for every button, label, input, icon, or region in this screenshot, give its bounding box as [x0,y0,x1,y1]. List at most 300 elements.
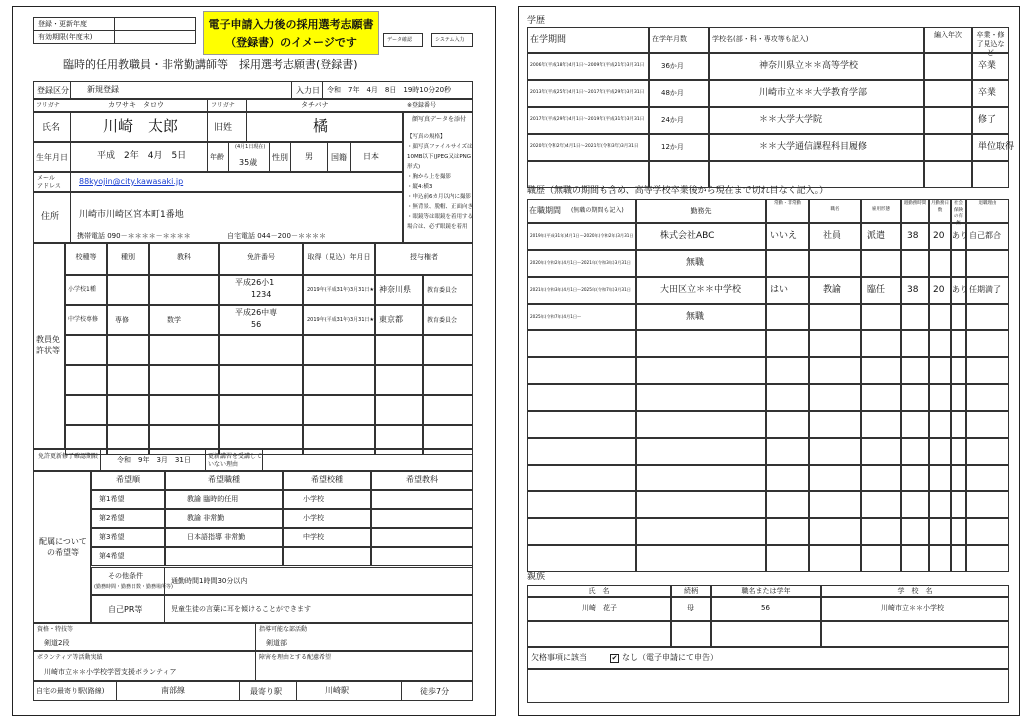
education-school: 神奈川県立＊＊高等学校 [759,61,859,71]
career-cell [766,465,809,492]
career-cell [527,438,636,465]
license-cell [107,275,149,305]
license-label-cell [33,243,65,449]
gender-label-cell [269,142,291,172]
career-leave-reason: 自己都合 [969,231,1001,240]
preference-school: 中学校 [303,533,324,541]
education-header-text: 編入年次 [934,31,962,39]
license-issuer: 神奈川県 [379,285,411,294]
education-cell [924,53,972,80]
skills-label: 資格・特技等 [37,626,74,633]
career-cell [809,357,861,384]
career-cell [809,545,861,572]
career-cell [901,250,929,277]
education-period: 2013年(平成25年)4月1日～2017年(平成29年)3月31日 [530,90,645,95]
preference-header-text: 希望校種 [311,475,343,484]
education-cell [709,161,924,188]
career-cell [636,465,766,492]
career-cell [527,411,636,438]
career-employer: 株式会社ABC [660,231,715,241]
career-header-text: 職名 [830,207,840,212]
education-status: 修了 [978,115,997,125]
education-months: 12か月 [661,143,684,151]
family-header-text: 氏 名 [588,587,610,595]
check-icon: ✔ [611,654,618,662]
career-cell [966,545,1009,572]
email-label-1: メール [37,175,55,182]
career-cell [809,250,861,277]
station-line-label-cell [33,681,117,701]
career-period: 2020年(令和2年)4月1日～2021年(令和3年)3月31日 [530,259,631,265]
form-title: 臨時的任用教職員・非常勤講師等 採用選考志願書(登録書) [63,58,358,71]
career-cell [861,465,901,492]
other-condition-label-cell [91,567,173,595]
disqualification-value: なし（電子申請にて申告） [622,653,718,662]
preference-cell [165,547,283,566]
volunteer-cell [33,651,256,681]
license-cell [65,425,107,455]
license-cell [219,335,303,365]
furigana-label-2-cell [207,99,247,112]
career-period-header-text: 在職期間 [529,206,561,215]
disqualification-row [527,647,1009,669]
photo-spec-line: ・顔写真ファイルサイズは [407,144,473,150]
skills-value: 剣道2段 [44,639,70,647]
career-cell [766,518,809,545]
education-label: 学歴 [527,16,546,26]
preference-header-text: 希望教科 [406,475,438,484]
renewal-label: 免許更新修了確認期限 [37,453,98,460]
career-cell [966,491,1009,518]
career-header-text: 勤務先 [690,207,712,215]
nationality-label-cell [327,142,351,172]
career-cell [966,330,1009,357]
license-header-text: 教科 [177,253,191,261]
preference-label-cell [33,471,91,623]
career-cell [929,384,951,411]
club-cell [255,623,473,651]
career-cell [766,545,809,572]
preference-cell [283,547,371,566]
license-number-1: 平成26小1 [235,278,275,287]
education-school: 川崎市立＊＊大学教育学部 [759,88,868,98]
old-name-label: 旧姓 [214,123,233,133]
license-header-text: 種別 [121,253,135,261]
career-cell [929,330,951,357]
career-header-text: 退職理由 [978,201,997,206]
preference-position: 教諭 非常勤 [187,514,225,522]
age-label: 年齢 [210,153,224,161]
station-label: 最寄り駅 [250,687,282,696]
volunteer-label: ボランティア等活動実績 [37,654,103,661]
photo-spec-line: ・眼鏡等は眼鏡を着用する [407,214,474,220]
career-header-text: 月勤務日数 [931,201,949,213]
nationality-value: 日本 [363,152,379,161]
photo-box [403,112,473,243]
pr-value: 児童生徒の言葉に耳を傾けることができます [171,605,311,613]
career-cell [527,357,636,384]
furigana-label: フリガナ [36,102,60,109]
career-header-text: 週勤務時間 [903,201,927,206]
disqualification-value-wrap [610,654,718,663]
career-fulltime: いいえ [770,231,798,241]
career-cell [766,357,809,384]
career-cell [951,357,966,384]
education-months: 24か月 [661,116,684,124]
other-condition-label: その他条件 [108,572,143,580]
pr-label: 自己PR等 [108,605,143,614]
validity-value-cell [114,30,196,44]
career-cell [901,304,929,331]
furigana-label-2: フリガナ [211,102,235,109]
preference-position: 日本語指導 非常勤 [187,533,246,541]
education-status: 卒業 [978,88,997,98]
license-cell [303,335,375,365]
career-fulltime: はい [770,284,789,295]
license-number-2: 56 [251,320,262,329]
preference-school: 小学校 [303,514,324,522]
career-cell [966,384,1009,411]
career-cell [901,545,929,572]
name-value: 川崎 太郎 [103,117,179,135]
education-status: 卒業 [978,61,997,71]
electronic-application-note [203,11,379,55]
career-insurance: あり [952,284,968,294]
license-cell [149,275,219,305]
career-cell [809,384,861,411]
age-label-cell [207,142,229,172]
address-value: 川崎市川崎区宮本町1番地 [79,210,184,220]
education-status: 単位取得 [978,142,1015,152]
family-cell [527,621,671,647]
license-number-2: 1234 [251,290,272,299]
career-cell [766,330,809,357]
license-issuer-board: 教育委員会 [427,287,458,294]
old-name-label-cell [207,112,247,142]
name-label: 氏名 [42,123,61,133]
career-cell [901,357,929,384]
license-cell [107,395,149,425]
input-date-value: 令和 7年 4月 8日 19時10分20秒 [327,86,452,94]
career-cell [901,465,929,492]
home-phone: 自宅電話 044－200－＊＊＊＊ [227,232,326,240]
birth-label-cell [33,142,71,172]
education-cell [972,161,1009,188]
other-condition-value: 通勤時間1時間30分以内 [171,577,248,585]
license-header-text: 免許番号 [247,253,275,261]
career-period: 2025年(令和7年)4月1日～ [530,313,582,319]
license-cell [219,365,303,395]
career-header-text: 社会保険の有無 [954,201,963,226]
career-cell [951,330,966,357]
career-cell [766,304,809,331]
career-cell [951,491,966,518]
career-cell [861,518,901,545]
career-employer: 無職 [686,311,705,322]
education-period: 2017年(平成29年)4月1日～2019年(平成31年)3月31日 [530,117,645,122]
career-cell [636,384,766,411]
preference-order: 第1希望 [99,495,125,503]
license-date: 2019年(平成31年)3月31日★ [307,287,375,293]
birth-value: 平成 2年 4月 5日 [97,151,187,161]
career-cell [809,465,861,492]
career-cell [527,518,636,545]
preference-order: 第2希望 [99,514,125,522]
career-cell [951,545,966,572]
license-cell [423,395,473,425]
disability-cell [255,651,473,681]
career-cell [901,384,929,411]
career-cell [901,518,929,545]
license-cell [149,365,219,395]
mobile-phone: 携帯電話 090－＊＊＊＊－＊＊＊＊ [77,232,191,240]
license-header-text: 授与権者 [410,253,438,261]
license-type: 中学校専修 [68,316,99,323]
photo-spec-line: ・胸から上を撮影 [407,174,452,180]
station-line-value: 南部線 [161,686,185,695]
education-months: 48か月 [661,89,684,97]
career-cell [809,411,861,438]
family-header-text: 続柄 [684,587,698,595]
preference-label: 配属についての希望等 [39,537,87,557]
note-line-1: 電子申請入力後の採用選考志願書 [208,18,374,31]
gender-label: 性別 [272,153,288,162]
career-cell [766,491,809,518]
registration-year-value-cell [114,17,196,31]
station-line-label: 自宅の最寄り駅(路線) [36,687,105,695]
career-cell [861,411,901,438]
career-cell [929,250,951,277]
system-input-label: システム入力 [435,37,465,43]
career-cell [951,518,966,545]
family-school: 川崎市立＊＊小学校 [881,604,944,612]
family-cell [821,621,1009,647]
career-cell [861,330,901,357]
career-monthly-days: 20 [933,231,945,241]
license-cell [107,425,149,455]
career-title: 社員 [823,231,842,241]
career-cell [861,384,901,411]
license-cell [303,395,375,425]
career-cell [636,330,766,357]
family-header-text: 学 校 名 [897,587,933,595]
career-cell [809,491,861,518]
registration-number-label: ※登録番号 [407,102,437,109]
career-cell [861,491,901,518]
preference-header-text: 希望順 [116,475,140,484]
education-months: 36か月 [661,62,684,70]
license-issuer-board: 教育委員会 [427,317,458,324]
career-weekly-hours: 38 [907,284,919,295]
license-cell [219,395,303,425]
license-cell [423,335,473,365]
license-cell [149,395,219,425]
education-cell [527,161,649,188]
email-label-2: アドレス [37,183,61,190]
photo-spec-line: 場合は、必ず眼鏡を着用 [407,224,468,230]
career-cell [901,330,929,357]
family-label: 親族 [527,572,546,582]
career-cell [929,518,951,545]
club-value: 剣道部 [266,639,287,647]
career-weekly-hours: 38 [907,231,919,241]
education-period: 2020年(令和2年)4月1日～2021年(令和3年)3月31日 [530,144,639,149]
education-cell [924,80,972,107]
validity-label: 有効期限(年度末) [38,33,93,41]
license-cell [65,335,107,365]
education-school: ＊＊大学通信課程科目履修 [759,142,868,152]
preference-cell [371,509,473,528]
walk-time-cell [401,681,473,701]
career-cell [966,438,1009,465]
career-cell [951,465,966,492]
career-cell [636,491,766,518]
validity-label-cell [33,30,115,44]
career-cell [636,438,766,465]
career-cell [766,438,809,465]
preference-order: 第3希望 [99,533,125,541]
preference-cell [371,528,473,547]
license-cell [303,365,375,395]
career-cell [951,250,966,277]
career-header-text: 常勤・非常勤 [774,201,801,206]
education-cell [649,161,709,188]
station-label-cell [239,681,297,701]
career-period: 2019年(平成31年)4月1日～2020年(令和2年)3月31日 [530,233,634,238]
career-cell [527,545,636,572]
license-label: 教員免許状等 [36,335,60,355]
career-cell [527,330,636,357]
license-cell [107,335,149,365]
license-cell [375,395,423,425]
license-cell [65,365,107,395]
career-cell [901,411,929,438]
career-employment-type: 臨任 [867,284,886,295]
registration-year-label: 登録・更新年度 [38,20,87,28]
club-label: 指導可能な部活動 [259,626,308,633]
birth-label: 生年月日 [36,153,68,162]
career-cell [636,357,766,384]
data-check-label: データ確認 [387,37,413,43]
career-cell [809,438,861,465]
note-line-2: （登録書）のイメージです [225,36,357,49]
age-value: 35歳 [239,158,258,167]
career-cell [766,411,809,438]
email-value[interactable]: 88kyojin@city.kawasaki.jp [79,177,184,186]
registration-label-cell [33,81,71,99]
family-relation: 母 [687,604,694,612]
career-cell [527,384,636,411]
education-header-text: 卒業・修了見込など [976,31,1005,57]
photo-spec-line: ・申込前6カ月以内に撮影 [407,194,472,200]
license-cell [65,395,107,425]
career-cell [929,491,951,518]
career-cell [951,411,966,438]
license-cell [149,305,219,335]
system-input-box [431,33,473,47]
education-cell [924,161,972,188]
career-cell [636,411,766,438]
family-cell [671,621,711,647]
license-header-text: 校種等 [75,253,97,261]
license-cell [107,365,149,395]
preference-header-text: 希望職種 [208,475,240,484]
registration-year-label-cell [33,17,115,31]
career-cell [766,384,809,411]
education-header-text: 学校名(部・科・専攻等も記入) [712,35,809,43]
career-header-text: 雇用形態 [872,207,890,212]
license-cell [149,335,219,365]
career-cell [966,465,1009,492]
license-cell [375,335,423,365]
career-cell [929,304,951,331]
license-subject: 数学 [167,316,181,324]
license-cell [149,425,219,455]
license-cell [423,425,473,455]
career-label: 職歴（無職の期間も含め、高等学校卒業後から現在まで切れ目なく記入。） [527,186,829,196]
career-leave-reason: 任期満了 [969,284,1001,294]
career-monthly-days: 20 [933,284,945,295]
career-cell [527,491,636,518]
pr-label-cell [91,595,165,623]
photo-spec-line: 【写真の規格】 [407,134,446,140]
career-cell [636,545,766,572]
preference-cell [283,490,371,509]
age-note: (4月1日現在) [235,144,266,150]
license-cell [303,425,375,455]
career-cell [861,545,901,572]
address-label-cell [33,192,71,243]
career-employer: 大田区立＊＊中学校 [660,284,742,295]
education-header-text: 在学年月数 [652,35,687,43]
career-cell [636,518,766,545]
preference-cell [371,490,473,509]
application-form-page-2 [518,6,1020,716]
license-number-1: 平成26中専 [235,308,278,317]
career-cell [929,545,951,572]
career-cell [861,357,901,384]
career-cell [809,304,861,331]
education-header-text: 在学期間 [530,35,567,45]
career-cell [861,438,901,465]
registration-value: 新規登録 [87,85,119,94]
disqualification-label: 欠格事項に該当 [531,653,587,662]
skills-cell [33,623,256,651]
license-date: 2019年(平成31年)3月31日★ [307,317,375,323]
career-cell [861,250,901,277]
career-cell [929,465,951,492]
photo-spec-line: 形式) [407,164,421,170]
education-period: 2006年(平成18年)4月1日～2009年(平成21年)3月31日 [530,63,645,68]
education-cell [924,107,972,134]
career-period: 2021年(令和3年)4月1日～2025年(令和7年)3月31日 [530,286,631,292]
preference-cell [283,509,371,528]
family-header-text: 職名または学年 [741,587,791,595]
furigana-value-2: タチバナ [301,101,329,109]
career-cell [966,250,1009,277]
data-check-box [383,33,423,47]
other-condition-value-cell [164,567,473,595]
preference-position: 教諭 臨時的任用 [187,495,239,503]
career-cell [929,357,951,384]
registration-label: 登録区分 [37,86,69,95]
career-cell [951,384,966,411]
family-cell [711,621,821,647]
career-period-note: (無職の期間も記入) [571,207,624,214]
input-date-label-cell [291,81,323,99]
pr-value-cell [164,595,473,623]
input-date-label: 入力日 [296,86,320,95]
